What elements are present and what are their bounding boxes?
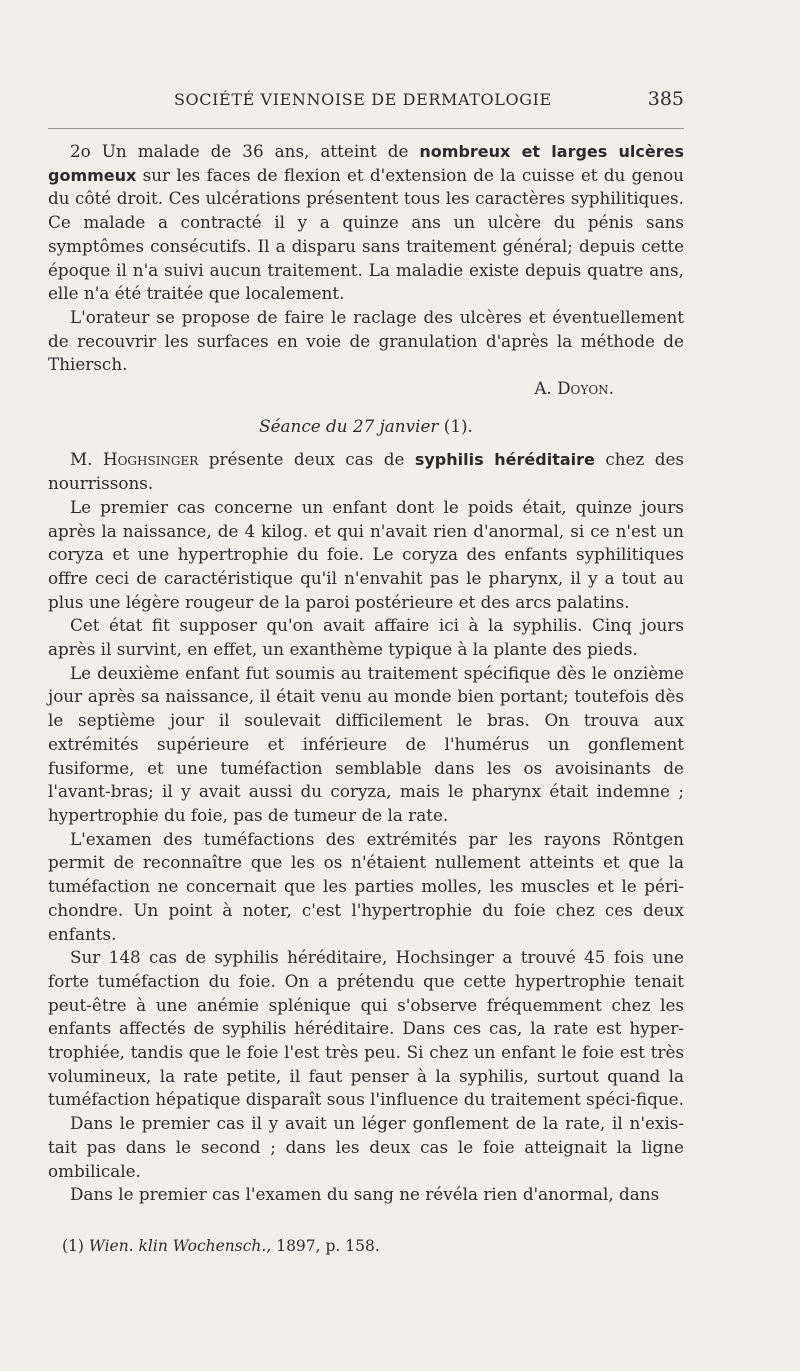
running-title: SOCIÉTÉ VIENNOISE DE DERMATOLOGIE xyxy=(174,90,552,109)
text: M. xyxy=(70,449,103,470)
paragraph: Le deuxième enfant fut soumis au traitement spécifique dès le onzième jour après sa naissance, il était venu au monde bien portant; toutefois dès le septième jour il soulevait difficilement le bras. On trouva aux extrémités supérieure et inférieure de l'humérus un gonflement fusiforme, et une tuméfaction semblable dans les os avoisinants de l'avant-bras; il y avait aussi du coryza, mais le pharynx était indemne ; hypertrophie du foie, pas de tumeur de la rate. xyxy=(48,662,684,825)
running-head xyxy=(48,88,684,116)
footnote-ref: (1). xyxy=(443,415,473,436)
bold-term: nombreux et larges ulcères gommeux xyxy=(48,142,684,185)
footnote-source: Wien. klin Wochensch., xyxy=(88,1236,272,1255)
text: sur les faces de flexion et d'extension de la cuisse et du genou du côté droit. Ces ulcérations présentent tous les caractères syphilitiques. Ce malade a contracté il y a quinze ans un ulcère du pénis sans symptômes consécutifs. Il a disparu sans traitement général; depuis cette époque il n'a suivi aucun traitement. La maladie existe depuis quatre ans, elle n'a été traitée que localement. xyxy=(48,164,684,304)
paragraph: L'orateur se propose de faire le raclage des ulcères et éventuellement de recouvrir les surfaces en voie de granulation d'après la méthode de Thiersch. xyxy=(48,306,684,375)
footnote-detail: 1897, p. 158. xyxy=(276,1236,380,1255)
session-title: Séance du 27 janvier xyxy=(259,415,439,436)
body-text xyxy=(48,140,684,1259)
paragraph: Sur 148 cas de syphilis héréditaire, Hochsinger a trouvé 45 fois une forte tuméfaction du foie. On a prétendu que cette hypertrophie tenait peut-être à une anémie splénique qui s'observe fréquemment chez les enfants affectés de syphilis héréditaire. Dans ces cas, la rate est hyper-trophiée, tandis que le foie l'est très peu. Si chez un enfant le foie est très volumineux, la rate petite, il faut penser à la syphilis, surtout quand la tuméfaction hépatique disparaît sous l'influence du traitement spéci-fique. xyxy=(48,947,684,1110)
paragraph: L'examen des tuméfactions des extrémités par les rayons Röntgen permit de reconnaître que les os n'étaient nullement atteints et que la tuméfaction ne concernait que les parties molles, les muscles et le péri-chondre. Un point à noter, c'est l'hypertrophie du foie chez ces deux enfants. xyxy=(48,828,684,944)
header-rule xyxy=(48,128,684,129)
footnote-marker: (1) xyxy=(62,1236,84,1255)
paragraph: Dans le premier cas il y avait un léger gonflement de la rate, il n'exis-tait pas dans le second ; dans les deux cas le foie atteignait la ligne ombilicale. xyxy=(48,1113,684,1181)
text: chez des nourrissons. xyxy=(48,449,685,494)
session-heading xyxy=(48,415,684,439)
paragraph: Dans le premier cas l'examen du sang ne révéla rien d'anormal, dans xyxy=(70,1184,660,1205)
paragraph xyxy=(48,140,684,306)
signature-name: A. Doyon. xyxy=(534,378,614,399)
text: 2o Un malade de 36 ans, atteint de xyxy=(70,141,420,161)
page xyxy=(48,88,684,1259)
paragraph: Le premier cas concerne un enfant dont le poids était, quinze jours après la naissance, de 4 kilog. et qui n'avait rien d'anormal, si ce n'est un coryza et une hypertrophie du foie. Le coryza des enfants syphilitiques offre ceci de caractéristique qu'il n'envahit pas le pharynx, il y a tout au plus une légère rougeur de la paroi postérieure et des arcs palatins. xyxy=(48,496,684,612)
signature xyxy=(48,377,684,401)
footnote xyxy=(48,1235,684,1259)
author-name: Hoghsinger xyxy=(102,449,199,470)
page-number: 385 xyxy=(647,88,684,110)
bold-term: syphilis héréditaire xyxy=(414,450,595,470)
paragraph xyxy=(48,448,684,495)
paragraph: Cet état fit supposer qu'on avait affaire ici à la syphilis. Cinq jours après il survint, en effet, un exanthème typique à la plante des pieds. xyxy=(48,615,684,660)
text: présente deux cas de xyxy=(198,449,415,470)
